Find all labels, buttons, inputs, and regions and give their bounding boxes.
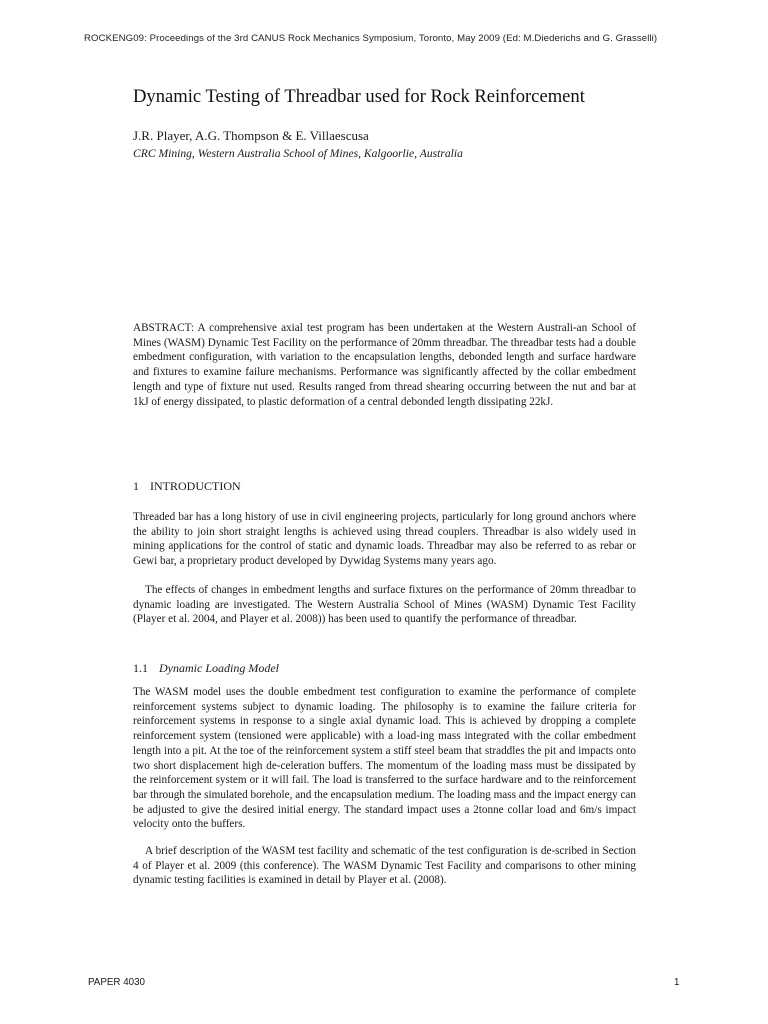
paper-title: Dynamic Testing of Threadbar used for Rock Reinforcement	[133, 86, 585, 107]
paper-id-footer: PAPER 4030	[88, 977, 146, 988]
running-header: ROCKENG09: Proceedings of the 3rd CANUS Rock Mechanics Symposium, Toronto, May 2009 (Ed: M.Diederichs and G. Grasselli)	[84, 33, 658, 44]
dynamic-model-paragraph-1: The WASM model uses the double embedment test configuration to examine the performance of complete reinforcement systems subject to dynamic loading. The philosophy is to examine the failure criteria for reinforcement systems in response to a single axial dynamic load. This is achieved by dropping a complete reinforcement system (tensioned were applicable) with a load-ing mass integrated with the collar embedment length into a pit. At the toe of the reinforcement system a stiff steel beam that straddles the pit and impacts onto two short displacement high de-celeration buffers. The momentum of the loading mass must be dissipated by the reinforcement system or it will fail. The load is transferred to the surface hardware and to the reinforcement bar through the simulated borehole, and the encapsulation medium. The loading mass and the impact energy can be adjusted to give the desired initial energy. The standard impact uses a 2tonne collar load and 6m/s impact velocity onto the buffers.	[133, 686, 636, 831]
subsection-heading-dynamic-loading-model	[133, 661, 279, 676]
section-number: 1	[133, 479, 139, 493]
paper-affiliation: CRC Mining, Western Australia School of Mines, Kalgoorlie, Australia	[133, 147, 463, 160]
intro-paragraph-1: Threaded bar has a long history of use in civil engineering projects, particularly for long ground anchors where the ability to join short straight lengths is achieved using thread couplers. Threadbar is also widely used in mining applications for the control of static and dynamic loads. Threadbar may also be referred to as rebar or Gewi bar, a proprietary product developed by Dywidag Systems many years ago.	[133, 511, 636, 568]
subsection-title: Dynamic Loading Model	[159, 661, 279, 675]
section-title: INTRODUCTION	[150, 479, 241, 493]
abstract: ABSTRACT: A comprehensive axial test program has been undertaken at the Western Australi-an School of Mines (WASM) Dynamic Test Facility on the performance of 20mm threadbar. The threadbar tests had a double embedment configuration, with variation to the encapsulation lengths, debonded length and surface hardware and fixtures to examine failure mechanisms. Performance was significantly affected by the collar embedment length and type of fixture nut used. Results ranged from thread shearing occurring between the nut and bar at 1kJ of energy dissipated, to plastic deformation of a central debonded length dissipating 22kJ.	[133, 322, 636, 408]
page-number: 1	[674, 977, 680, 988]
intro-paragraph-2: The effects of changes in embedment lengths and surface fixtures on the performance of 20mm threadbar to dynamic loading are investigated. The Western Australia School of Mines (WASM) Dynamic Test Facility (Player et al. 2004, and Player et al. 2008)) has been used to quantify the performance of threadbar.	[133, 584, 636, 626]
dynamic-model-paragraph-2: A brief description of the WASM test facility and schematic of the test configuration is de-scribed in Section 4 of Player et al. 2009 (this conference). The WASM Dynamic Test Facility and comparisons to other mining dynamic testing facilities is examined in detail by Player et al. (2008).	[133, 845, 636, 887]
section-heading-introduction	[133, 479, 241, 494]
subsection-number: 1.1	[133, 661, 148, 675]
paper-authors: J.R. Player, A.G. Thompson & E. Villaescusa	[133, 128, 369, 143]
